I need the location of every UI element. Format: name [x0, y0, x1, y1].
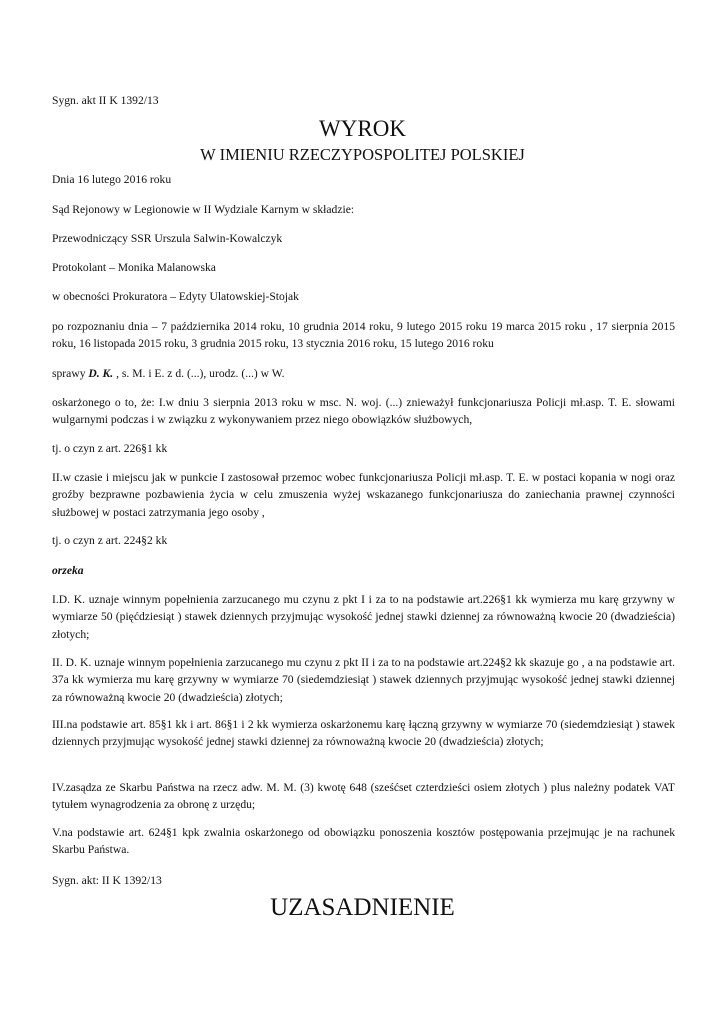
ruling-point-2: II. D. K. uznaje winnym popełnienia zarzucanego mu czynu z pkt II i za to na podstawie art.224§2 kk skazuje go , a na podstawie art. 37a kk wymierza mu karę grzywny w wymiarze 70 (siedemdziesiąt ) stawek dziennych przyjmując wysokość jednej stawki dziennej za równoważną kwocie 20 (dwadzieścia) złotych; [52, 656, 675, 704]
verdict-date: Dnia 16 lutego 2016 roku [52, 173, 172, 186]
case-signature-bottom: Sygn. akt: II K 1392/13 [52, 874, 162, 887]
justification-title: UZASADNIENIE [270, 894, 455, 921]
case-defendant [52, 365, 675, 382]
charge-2: II.w czasie i miejscu jak w punkcie I zastosował przemoc wobec funkcjonariusza Policji mł.asp. T. E. w postaci kopania w nogi oraz groźby bezprawne pozbawienia życia w celu zmuszenia wyżej wskazanego funkcjonariusza do zaniechania prawnej czynności służbowej w postaci zatrzymania jego osoby , [52, 471, 675, 519]
verdict-title: WYROK [319, 116, 406, 141]
defendant-name: D. K. [88, 367, 114, 380]
charge-1-article: tj. o czyn z art. 226§1 kk [52, 442, 168, 455]
hearing-dates: po rozpoznaniu dnia – 7 października 2014 roku, 10 grudnia 2014 roku, 9 lutego 2015 roku 19 marca 2015 roku , 17 sierpnia 2015 roku, 16 listopada 2015 roku, 3 grudnia 2015 roku, 13 stycznia 2016 roku, 15 lutego 2016 roku [52, 320, 675, 351]
prosecutor: w obecności Prokuratora – Edyty Ulatowskiej-Stojak [52, 290, 299, 303]
case-prefix: sprawy [52, 367, 89, 380]
case-signature: Sygn. akt II K 1392/13 [52, 94, 159, 107]
presiding-judge: Przewodniczący SSR Urszula Salwin-Kowalczyk [52, 232, 283, 245]
defendant-details: , s. M. i E. z d. (...), urodz. (...) w W. [113, 367, 285, 380]
ruling-point-5: V.na podstawie art. 624§1 kpk zwalnia oskarżonego od obowiązku ponoszenia kosztów postępowania przejmując je na rachunek Skarbu Państwa. [52, 826, 675, 857]
ruling-point-3: III.na podstawie art. 85§1 kk i art. 86§1 i 2 kk wymierza oskarżonemu karę łączną grzywny w wymiarze 70 (siedemdziesiąt ) stawek dziennych przyjmując wysokość jednej stawki dziennej za równoważną kwocie 20 (dwadzieścia) złotych; [52, 718, 675, 749]
ruling-point-4: IV.zasądza ze Skarbu Państwa na rzecz adw. M. M. (3) kwotę 648 (sześćset czterdzieści osiem złotych ) plus należny podatek VAT tytułem wynagrodzenia za obronę z urzędu; [52, 781, 675, 812]
court-composition: Sąd Rejonowy w Legionowie w II Wydziale Karnym w składzie: [52, 203, 355, 216]
ruling-heading: orzeka [52, 564, 84, 577]
charge-2-article: tj. o czyn z art. 224§2 kk [52, 534, 168, 547]
verdict-subtitle: W IMIENIU RZECZYPOSPOLITEJ POLSKIEJ [200, 145, 525, 164]
court-clerk: Protokolant – Monika Malanowska [52, 261, 216, 274]
ruling-point-1: I.D. K. uznaje winnym popełnienia zarzucanego mu czynu z pkt I i za to na podstawie art.226§1 kk wymierza mu karę grzywny w wymiarze 50 (pięćdziesiąt ) stawek dziennych przyjmując wysokość jednej stawki dziennej za równoważną kwocie 20 (dwadzieścia) złotych; [52, 593, 675, 641]
charge-1: oskarżonego o to, że: I.w dniu 3 sierpnia 2013 roku w msc. N. woj. (...) znieważył funkcjonariusza Policji mł.asp. T. E. słowami wulgarnymi podczas i w związku z wykonywaniem przez niego obowiązków służbowych, [52, 396, 675, 427]
